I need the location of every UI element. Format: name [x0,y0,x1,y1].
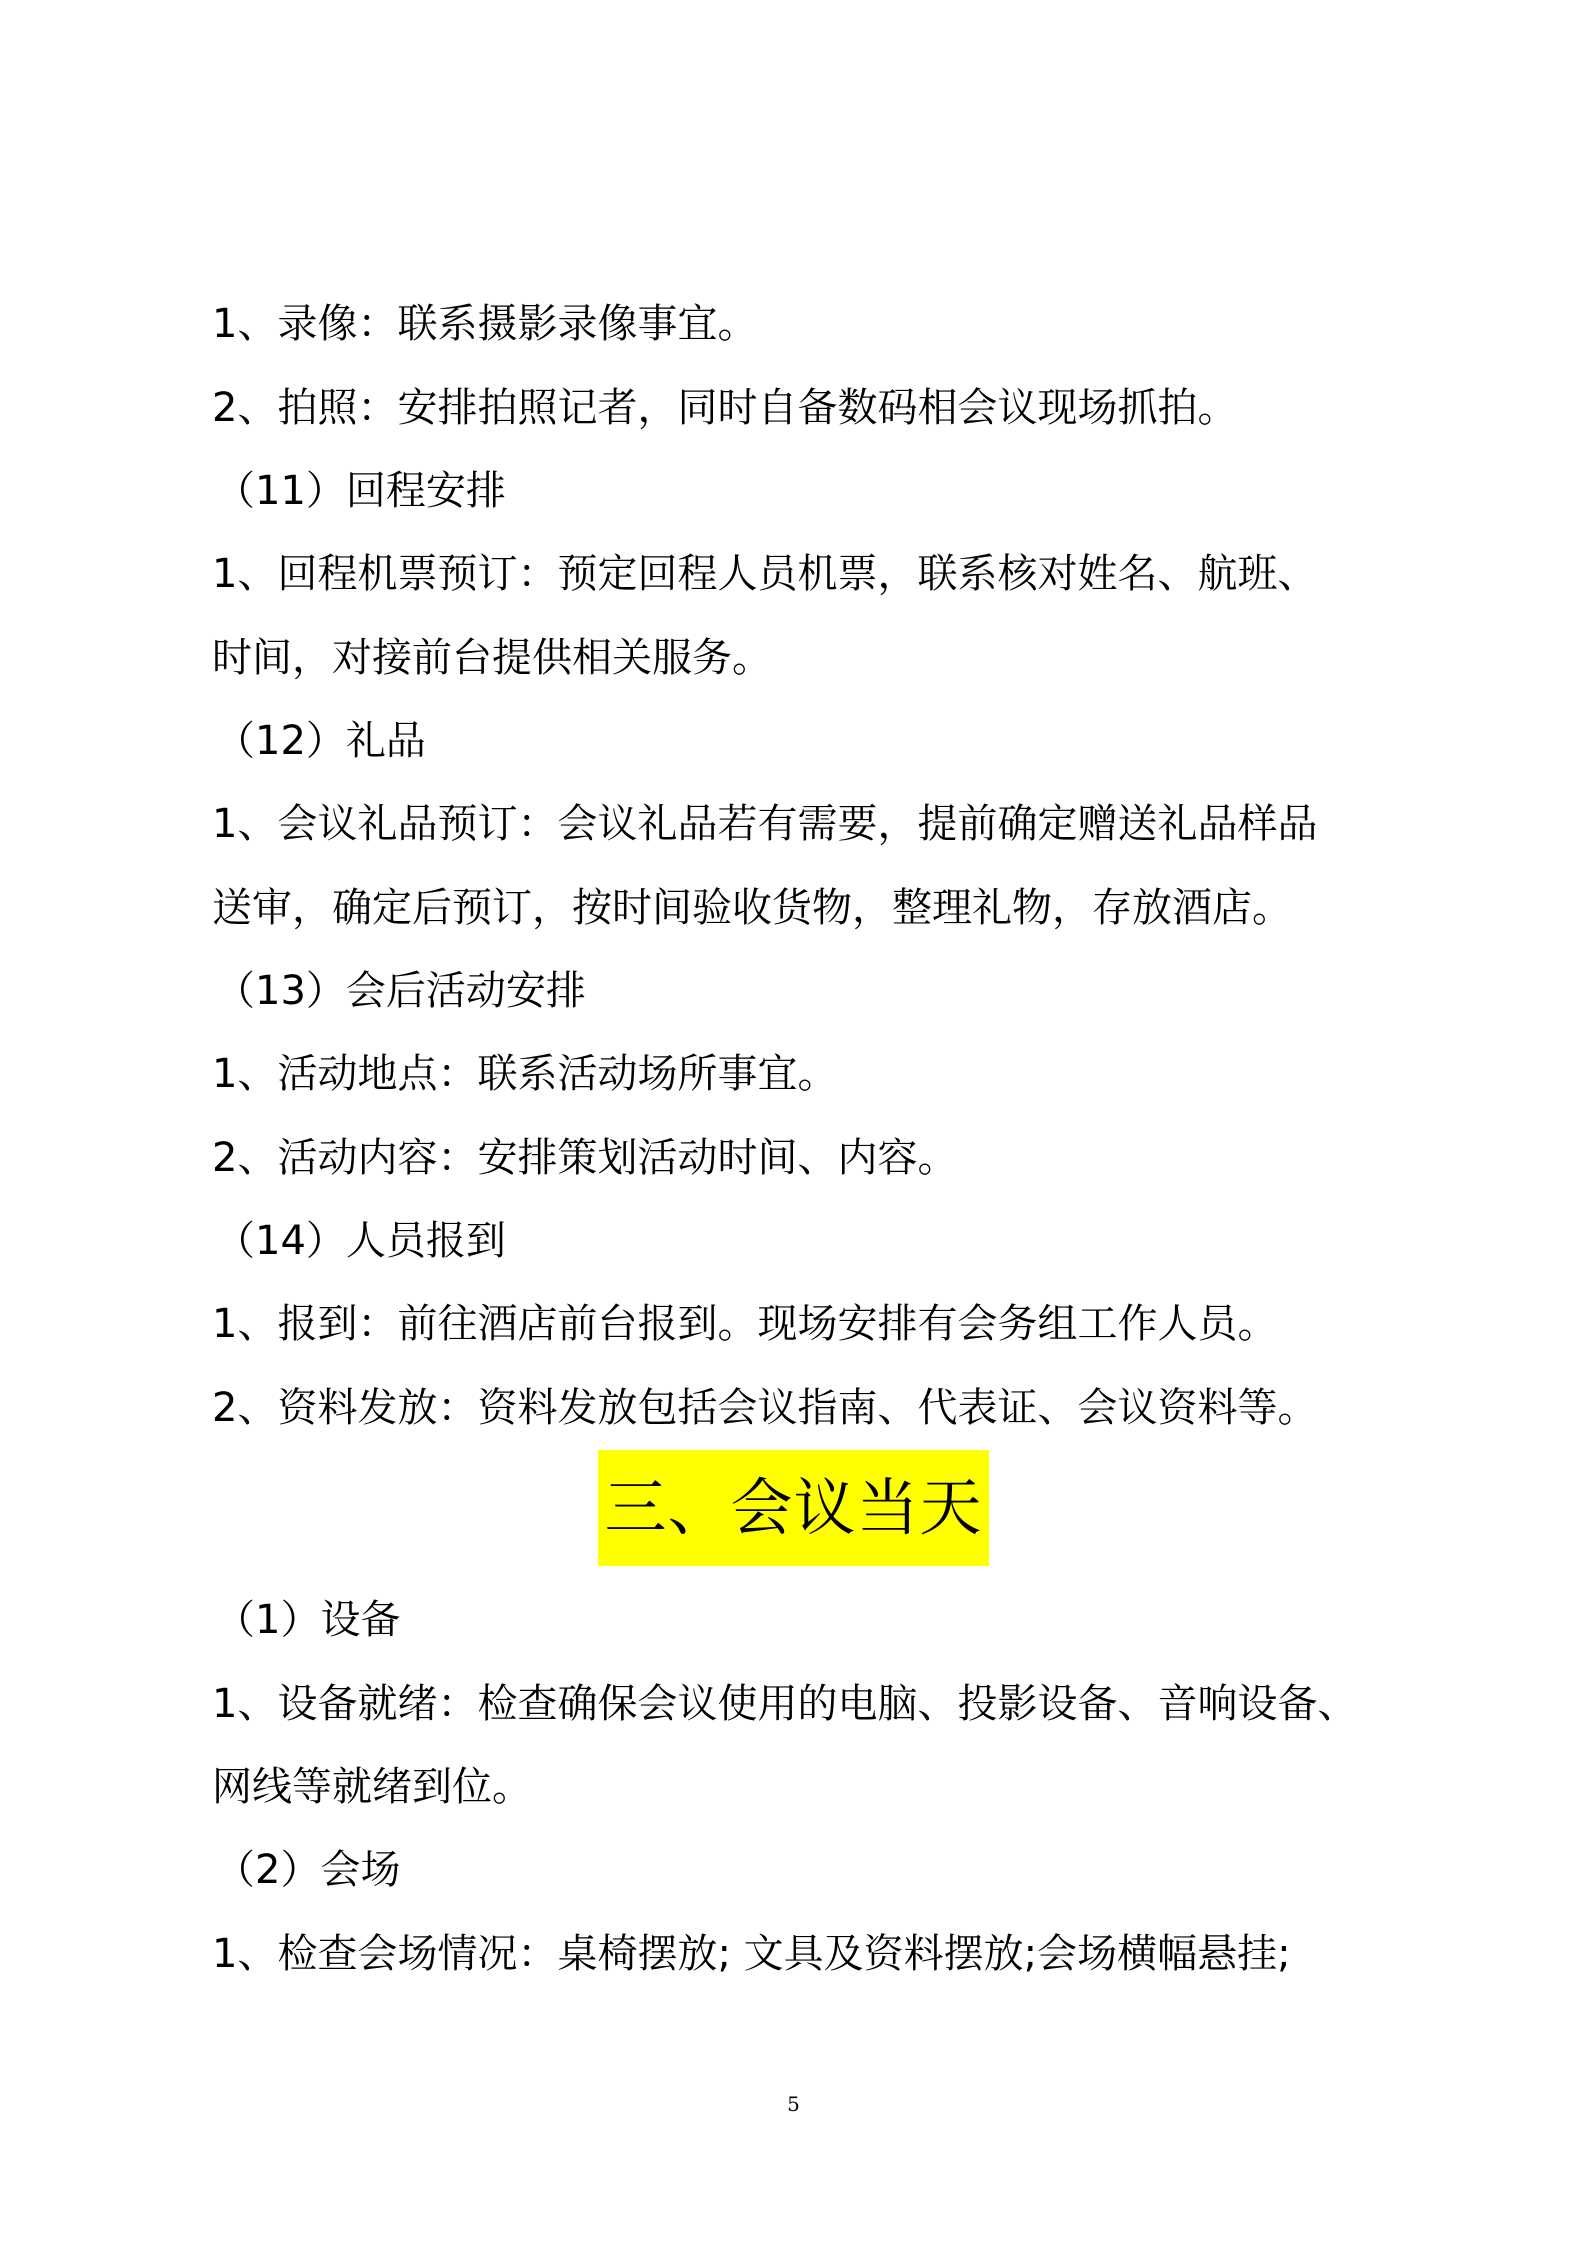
subheading: （14）人员报到 [215,1218,506,1264]
body-line: 送审，确定后预订，按时间验收货物，整理礼物，存放酒店。 [212,885,1292,931]
body-line: 1、会议礼品预订：会议礼品若有需要，提前确定赠送礼品样品 [212,801,1318,847]
subheading: （1）设备 [215,1597,401,1643]
body-line: 时间，对接前台提供相关服务。 [212,635,772,681]
body-line: 1、录像：联系摄影录像事宜。 [212,301,758,347]
page-number: 5 [787,2092,800,2116]
subheading: （12）礼品 [215,718,426,764]
subheading: （11）回程安排 [215,468,506,514]
body-line: 网线等就绪到位。 [212,1764,532,1810]
body-line: 2、活动内容：安排策划活动时间、内容。 [212,1135,958,1181]
subheading: （2）会场 [215,1847,401,1893]
section-heading: 三、会议当天 [598,1450,988,1566]
section-heading-container [0,1450,1587,1566]
body-line: 1、报到：前往酒店前台报到。现场安排有会务组工作人员。 [212,1301,1278,1347]
body-line: 1、检查会场情况：桌椅摆放; 文具及资料摆放;会场横幅悬挂; [212,1931,1291,1977]
body-line: 1、设备就绪：检查确保会议使用的电脑、投影设备、音响设备、 [212,1681,1358,1727]
subheading: （13）会后活动安排 [215,968,586,1014]
body-line: 1、回程机票预订：预定回程人员机票，联系核对姓名、航班、 [212,551,1318,597]
body-line: 2、资料发放：资料发放包括会议指南、代表证、会议资料等。 [212,1385,1318,1431]
body-line: 1、活动地点：联系活动场所事宜。 [212,1051,838,1097]
body-line: 2、拍照：安排拍照记者，同时自备数码相会议现场抓拍。 [212,385,1238,431]
